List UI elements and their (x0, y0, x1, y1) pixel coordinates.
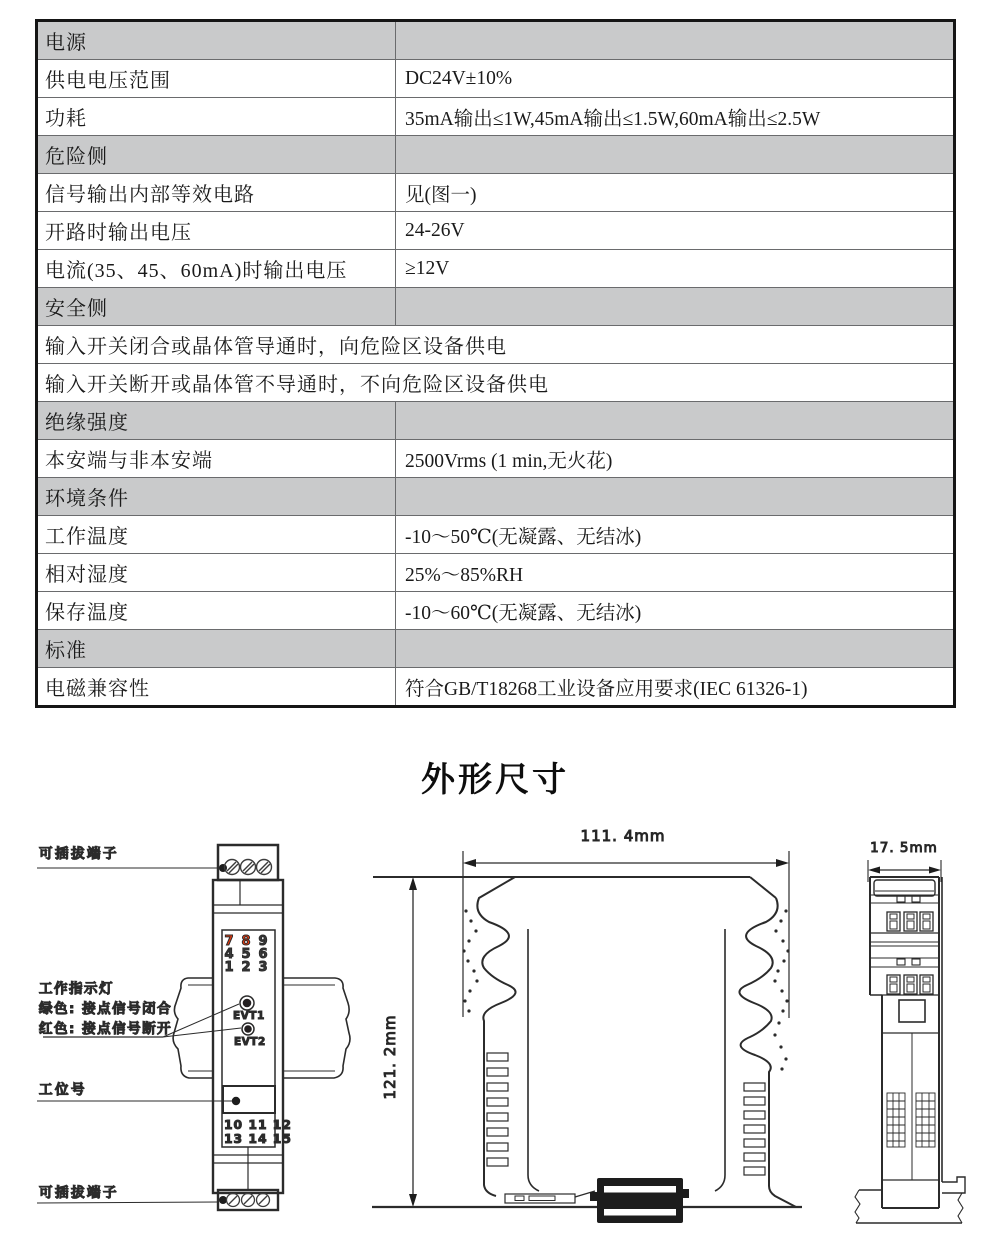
section-label: 绝缘强度 (38, 402, 396, 439)
table-row (38, 59, 953, 97)
table-row (38, 249, 953, 287)
row-label: 电磁兼容性 (38, 668, 396, 705)
indicator-title-label: 工作指示灯 (39, 981, 114, 997)
section-value (396, 288, 953, 325)
side-view-drawing (365, 825, 805, 1225)
leader-dot-icon (219, 1196, 227, 1204)
station-window-edge (899, 1000, 925, 1022)
indicator-red-label: 红色: 接点信号断开 (39, 1021, 173, 1037)
row-value: -10～60℃(无凝露、无结冰) (405, 602, 642, 624)
section-value (396, 402, 953, 439)
arrowhead-icon (409, 877, 417, 890)
station-label: 工位号 (39, 1082, 87, 1098)
row-value: DC24V±10% (405, 67, 513, 89)
terminal-number: 4 (224, 947, 234, 962)
row-label: 开路时输出电压 (38, 212, 396, 249)
row-label: 信号输出内部等效电路 (38, 174, 396, 211)
table-row-section (38, 22, 953, 59)
table-row (38, 591, 953, 629)
led-indicator-evt1 (240, 996, 254, 1010)
row-value: 25%～85%RH (405, 564, 524, 586)
terminal-number: 9 (258, 934, 268, 949)
terminal-number-red: 7 (224, 934, 234, 949)
table-row-section (38, 629, 953, 667)
terminal-number: 2 (241, 960, 251, 975)
arrowhead-icon (929, 867, 941, 874)
dimensions-title: 外形尺寸 (421, 760, 569, 800)
terminal-number: 5 (241, 947, 251, 962)
row-text: 输入开关闭合或晶体管导通时，向危险区设备供电 (45, 336, 507, 358)
end-view-drawing (853, 830, 990, 1235)
vent-grid (887, 1093, 935, 1147)
table-row (38, 211, 953, 249)
table-row (38, 439, 953, 477)
row-value: 24-26V (405, 219, 465, 241)
terminal-number: 3 (258, 960, 268, 975)
table-row (38, 515, 953, 553)
row-label: 工作温度 (38, 516, 396, 553)
section-value (396, 630, 953, 667)
depth-dimension-label: 17. 5mm (870, 840, 938, 856)
din-rail-clip (590, 1178, 689, 1223)
screw-icon (225, 860, 272, 875)
top-terminal-label: 可插拔端子 (39, 846, 119, 862)
leader-dot-icon (232, 1097, 240, 1105)
arrowhead-icon (463, 859, 476, 867)
din-rail-tab (173, 978, 350, 1078)
table-row-section (38, 477, 953, 515)
bottom-numbers-row1: 10 11 12 (224, 1118, 292, 1132)
spec-table (35, 19, 956, 708)
height-dimension-label: 121. 2mm (381, 1014, 399, 1100)
row-label: 功耗 (38, 98, 396, 135)
row-value: 见(图一) (405, 184, 477, 206)
table-row (38, 97, 953, 135)
terminal-number-grid (224, 934, 267, 975)
bottom-numbers-row2: 13 14 15 (224, 1132, 292, 1146)
module-end-body (870, 877, 942, 1208)
section-value (396, 22, 953, 59)
row-value: 符合GB/T18268工业设备应用要求(IEC 61326-1) (405, 678, 808, 700)
din-rail-section (855, 1190, 963, 1223)
table-row-section (38, 287, 953, 325)
width-dimension-label: 111. 4mm (580, 827, 666, 845)
row-label: 电流(35、45、60mA)时输出电压 (38, 250, 396, 287)
section-label: 电源 (38, 22, 396, 59)
row-label: 保存温度 (38, 592, 396, 629)
section-value (396, 136, 953, 173)
table-row (38, 553, 953, 591)
row-text: 输入开关断开或晶体管不导通时，不向危险区设备供电 (45, 374, 549, 396)
row-label: 本安端与非本安端 (38, 440, 396, 477)
terminal-number-red: 8 (241, 934, 251, 949)
front-view-drawing (35, 838, 351, 1218)
section-value (396, 478, 953, 515)
table-row-fullspan (38, 325, 953, 363)
terminal-block-row (887, 975, 933, 994)
row-label: 供电电压范围 (38, 60, 396, 97)
row-value: 35mA输出≤1W,45mA输出≤1.5W,60mA输出≤2.5W (405, 108, 821, 130)
section-label: 安全侧 (38, 288, 396, 325)
terminal-number: 1 (224, 960, 234, 975)
section-label: 环境条件 (38, 478, 396, 515)
mounting-foot (942, 1177, 965, 1193)
station-window (223, 1086, 275, 1113)
led-indicator-evt2 (242, 1023, 254, 1035)
table-row (38, 173, 953, 211)
din-latch (505, 1191, 595, 1203)
table-row-section (38, 135, 953, 173)
section-label: 标准 (38, 630, 396, 667)
indicator-green-label: 绿色: 接点信号闭合 (39, 1001, 173, 1017)
table-row (38, 667, 953, 705)
evt1-label: EVT1 (233, 1010, 265, 1022)
housing-left-edge (477, 877, 515, 1196)
table-row-fullspan (38, 363, 953, 401)
screw-icon (227, 1194, 270, 1207)
row-value: -10～50℃(无凝露、无结冰) (405, 526, 642, 548)
row-value: ≥12V (405, 257, 450, 279)
bottom-terminal-label: 可插拔端子 (39, 1185, 119, 1201)
evt2-label: EVT2 (234, 1036, 266, 1048)
terminal-number: 6 (258, 947, 268, 962)
section-label: 危险侧 (38, 136, 396, 173)
arrowhead-icon (776, 859, 789, 867)
row-label: 相对湿度 (38, 554, 396, 591)
row-value: 2500Vrms (1 min,无火花) (405, 450, 613, 472)
arrowhead-icon (868, 867, 880, 874)
terminal-block-row (887, 912, 933, 931)
table-row-section (38, 401, 953, 439)
arrowhead-icon (409, 1194, 417, 1207)
